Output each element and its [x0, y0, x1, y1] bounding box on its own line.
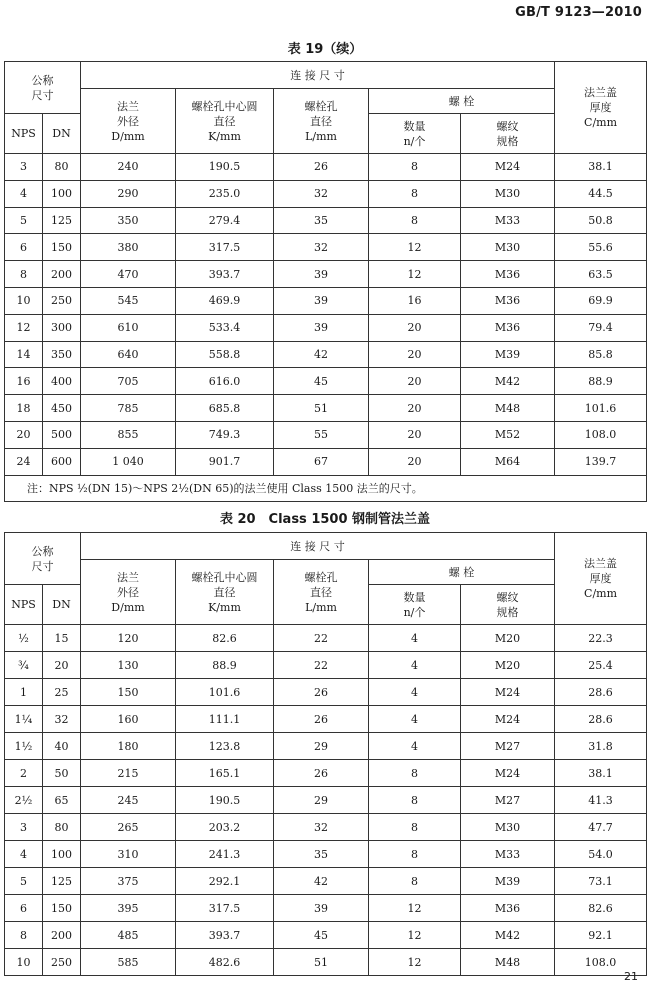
table-cell: 1 — [5, 679, 43, 706]
table-cell: 558.8 — [176, 341, 274, 368]
table-cell: 2½ — [5, 787, 43, 814]
table-cell: 290 — [81, 180, 176, 207]
table-cell: 26 — [274, 760, 369, 787]
table-cell: 393.7 — [176, 922, 274, 949]
table-cell: 190.5 — [176, 787, 274, 814]
head-bolt-circle: 螺栓孔中心圆 直径 K/mm — [176, 89, 274, 154]
table-cell: 12 — [369, 261, 461, 288]
table-cell: 101.6 — [555, 395, 647, 422]
table-cell: 8 — [369, 841, 461, 868]
head-connection: 连 接 尺 寸 — [81, 62, 555, 89]
table-cell: 40 — [43, 733, 81, 760]
table-cell: 26 — [274, 679, 369, 706]
table-cell: 180 — [81, 733, 176, 760]
head-connection: 连 接 尺 寸 — [81, 533, 555, 560]
table-cell: 20 — [5, 421, 43, 448]
table-cell: 130 — [81, 652, 176, 679]
head-flange-od: 法兰 外径 D/mm — [81, 560, 176, 625]
table-cell: 395 — [81, 895, 176, 922]
table-cell: 125 — [43, 868, 81, 895]
table-cell: 12 — [369, 949, 461, 976]
table-cell: 73.1 — [555, 868, 647, 895]
table-cell: 4 — [369, 706, 461, 733]
table-cell: 200 — [43, 922, 81, 949]
table-cell: 8 — [5, 922, 43, 949]
table-cell: 4 — [5, 841, 43, 868]
standard-code: GB/T 9123—2010 — [515, 5, 642, 20]
table-20 — [4, 532, 647, 976]
head-bolt: 螺 栓 — [369, 89, 555, 114]
table-cell: M36 — [461, 287, 555, 314]
table-cell: 65 — [43, 787, 81, 814]
table-cell: 279.4 — [176, 207, 274, 234]
table-cell: M42 — [461, 368, 555, 395]
table-cell: M36 — [461, 314, 555, 341]
table-cell: M33 — [461, 207, 555, 234]
table-row — [5, 787, 647, 814]
table-cell: M36 — [461, 261, 555, 288]
table-cell: 450 — [43, 395, 81, 422]
table-cell: 150 — [43, 895, 81, 922]
table-cell: 300 — [43, 314, 81, 341]
table-cell: 85.8 — [555, 341, 647, 368]
table-row — [5, 448, 647, 475]
table-cell: 80 — [43, 814, 81, 841]
table-cell: 203.2 — [176, 814, 274, 841]
head-bolt-thread: 螺纹 规格 — [461, 585, 555, 625]
table-cell: 32 — [43, 706, 81, 733]
table-cell: 250 — [43, 287, 81, 314]
table-cell: 38.1 — [555, 154, 647, 181]
table-20-body — [5, 625, 647, 976]
head-flange-od: 法兰 外径 D/mm — [81, 89, 176, 154]
table-cell: 20 — [369, 448, 461, 475]
table-cell: 12 — [369, 234, 461, 261]
table-cell: 32 — [274, 234, 369, 261]
table-cell: 32 — [274, 814, 369, 841]
table-cell: 39 — [274, 261, 369, 288]
table-cell: 3 — [5, 814, 43, 841]
table-cell: 42 — [274, 868, 369, 895]
table-row — [5, 706, 647, 733]
head-nps: NPS — [5, 585, 43, 625]
table-cell: 20 — [43, 652, 81, 679]
table-cell: 8 — [369, 787, 461, 814]
table-cell: 160 — [81, 706, 176, 733]
table-cell: 150 — [43, 234, 81, 261]
table-cell: 190.5 — [176, 154, 274, 181]
head-bolt-thread: 螺纹 规格 — [461, 114, 555, 154]
head-bolt-qty: 数量 n/个 — [369, 114, 461, 154]
table-cell: 500 — [43, 421, 81, 448]
table-cell: 35 — [274, 841, 369, 868]
table-cell: 5 — [5, 868, 43, 895]
table-cell: 39 — [274, 895, 369, 922]
table-cell: 29 — [274, 787, 369, 814]
table-cell: 54.0 — [555, 841, 647, 868]
table-cell: 35 — [274, 207, 369, 234]
table-cell: 16 — [369, 287, 461, 314]
table-cell: 4 — [369, 733, 461, 760]
table-cell: M64 — [461, 448, 555, 475]
table-cell: 585 — [81, 949, 176, 976]
table-cell: 69.9 — [555, 287, 647, 314]
table-cell: 25.4 — [555, 652, 647, 679]
table-cell: M39 — [461, 341, 555, 368]
table-row — [5, 154, 647, 181]
table-cell: 245 — [81, 787, 176, 814]
table-cell: 15 — [43, 625, 81, 652]
table-cell: 292.1 — [176, 868, 274, 895]
table-cell: 200 — [43, 261, 81, 288]
table-cell: 400 — [43, 368, 81, 395]
table-cell: 4 — [369, 625, 461, 652]
table-cell: 616.0 — [176, 368, 274, 395]
table-cell: 47.7 — [555, 814, 647, 841]
table-cell: 749.3 — [176, 421, 274, 448]
table-cell: M27 — [461, 787, 555, 814]
table-cell: 22 — [274, 625, 369, 652]
table-row — [5, 421, 647, 448]
table-row — [5, 625, 647, 652]
table-cell: 28.6 — [555, 679, 647, 706]
table-cell: M20 — [461, 625, 555, 652]
table-cell: 67 — [274, 448, 369, 475]
table-cell: 855 — [81, 421, 176, 448]
table-cell: M24 — [461, 760, 555, 787]
table-cell: 14 — [5, 341, 43, 368]
table-cell: 600 — [43, 448, 81, 475]
table-cell: 32 — [274, 180, 369, 207]
table-cell: 350 — [81, 207, 176, 234]
head-nominal-size: 公称 尺寸 — [5, 62, 81, 114]
table-row — [5, 368, 647, 395]
table-row — [5, 314, 647, 341]
table-cell: ¾ — [5, 652, 43, 679]
table-cell: 482.6 — [176, 949, 274, 976]
head-dn: DN — [43, 114, 81, 154]
table-cell: 55.6 — [555, 234, 647, 261]
table-row — [5, 733, 647, 760]
table-cell: 265 — [81, 814, 176, 841]
table-cell: 44.5 — [555, 180, 647, 207]
table-cell: 4 — [5, 180, 43, 207]
table-row — [5, 949, 647, 976]
table-row — [5, 679, 647, 706]
table-cell: 100 — [43, 180, 81, 207]
head-thickness: 法兰盖 厚度 C/mm — [555, 62, 647, 154]
table-cell: 4 — [369, 679, 461, 706]
table-cell: 685.8 — [176, 395, 274, 422]
table-cell: 533.4 — [176, 314, 274, 341]
table-cell: 235.0 — [176, 180, 274, 207]
table-cell: 3 — [5, 154, 43, 181]
table-cell: 901.7 — [176, 448, 274, 475]
table-cell: ½ — [5, 625, 43, 652]
table-19-note: 注：NPS ½(DN 15)～NPS 2½(DN 65)的法兰使用 Class 1500 法兰的尺寸。 — [5, 475, 647, 501]
table-cell: 10 — [5, 287, 43, 314]
table-cell: 393.7 — [176, 261, 274, 288]
table-19-body — [5, 154, 647, 476]
table-cell: 317.5 — [176, 234, 274, 261]
table-cell: M24 — [461, 154, 555, 181]
table-cell: 45 — [274, 922, 369, 949]
table-19-head — [5, 62, 647, 154]
table-row — [5, 341, 647, 368]
table-cell: 20 — [369, 341, 461, 368]
table-cell: 8 — [5, 261, 43, 288]
table-cell: 6 — [5, 234, 43, 261]
table-cell: 150 — [81, 679, 176, 706]
table-cell: 310 — [81, 841, 176, 868]
table-cell: 8 — [369, 180, 461, 207]
table-cell: 20 — [369, 395, 461, 422]
table-cell: 51 — [274, 949, 369, 976]
table-cell: M52 — [461, 421, 555, 448]
table-cell: M24 — [461, 679, 555, 706]
table-cell: M30 — [461, 814, 555, 841]
head-bolt-circle: 螺栓孔中心圆 直径 K/mm — [176, 560, 274, 625]
table-cell: 22 — [274, 652, 369, 679]
table-cell: 12 — [369, 922, 461, 949]
table-row — [5, 234, 647, 261]
table-cell: 240 — [81, 154, 176, 181]
table-cell: 39 — [274, 314, 369, 341]
table-row — [5, 261, 647, 288]
table-cell: M20 — [461, 652, 555, 679]
table-cell: 4 — [369, 652, 461, 679]
table-cell: 50.8 — [555, 207, 647, 234]
table-cell: 50 — [43, 760, 81, 787]
head-bolt-hole: 螺栓孔 直径 L/mm — [274, 89, 369, 154]
table-19-caption: 表 19（续） — [287, 42, 363, 57]
table-cell: 6 — [5, 895, 43, 922]
table-cell: M42 — [461, 922, 555, 949]
table-cell: 26 — [274, 154, 369, 181]
table-cell: 469.9 — [176, 287, 274, 314]
table-cell: 63.5 — [555, 261, 647, 288]
table-20-head — [5, 533, 647, 625]
table-cell: 380 — [81, 234, 176, 261]
table-cell: 79.4 — [555, 314, 647, 341]
table-cell: 8 — [369, 207, 461, 234]
table-cell: 38.1 — [555, 760, 647, 787]
table-cell: 20 — [369, 368, 461, 395]
table-cell: 705 — [81, 368, 176, 395]
table-row — [5, 868, 647, 895]
table-cell: M30 — [461, 234, 555, 261]
table-cell: 92.1 — [555, 922, 647, 949]
table-cell: 100 — [43, 841, 81, 868]
table-cell: 1½ — [5, 733, 43, 760]
table-cell: M24 — [461, 706, 555, 733]
table-cell: 18 — [5, 395, 43, 422]
table-cell: 545 — [81, 287, 176, 314]
page-number: 21 — [624, 970, 638, 983]
table-cell: 82.6 — [176, 625, 274, 652]
table-cell: 8 — [369, 814, 461, 841]
table-cell: 1¼ — [5, 706, 43, 733]
head-nominal-size: 公称 尺寸 — [5, 533, 81, 585]
head-thickness: 法兰盖 厚度 C/mm — [555, 533, 647, 625]
table-cell: 28.6 — [555, 706, 647, 733]
table-cell: 108.0 — [555, 949, 647, 976]
table-cell: 45 — [274, 368, 369, 395]
table-19 — [4, 61, 647, 502]
table-cell: 39 — [274, 287, 369, 314]
table-row — [5, 395, 647, 422]
table-cell: 375 — [81, 868, 176, 895]
table-cell: 26 — [274, 706, 369, 733]
table-cell: 16 — [5, 368, 43, 395]
table-cell: 1 040 — [81, 448, 176, 475]
table-row — [5, 841, 647, 868]
table-cell: 80 — [43, 154, 81, 181]
table-cell: M33 — [461, 841, 555, 868]
table-cell: 8 — [369, 868, 461, 895]
table-cell: 29 — [274, 733, 369, 760]
table-cell: M27 — [461, 733, 555, 760]
table-row — [5, 760, 647, 787]
table-cell: M36 — [461, 895, 555, 922]
table-cell: 82.6 — [555, 895, 647, 922]
table-cell: 88.9 — [176, 652, 274, 679]
table-cell: 165.1 — [176, 760, 274, 787]
table-cell: 2 — [5, 760, 43, 787]
table-cell: M39 — [461, 868, 555, 895]
table-cell: 485 — [81, 922, 176, 949]
table-cell: 101.6 — [176, 679, 274, 706]
table-cell: 8 — [369, 760, 461, 787]
table-cell: 12 — [5, 314, 43, 341]
table-cell: 120 — [81, 625, 176, 652]
table-cell: 123.8 — [176, 733, 274, 760]
table-cell: 42 — [274, 341, 369, 368]
table-row — [5, 180, 647, 207]
table-cell: 470 — [81, 261, 176, 288]
table-20-caption: 表 20 Class 1500 钢制管法兰盖 — [219, 512, 431, 527]
table-cell: 215 — [81, 760, 176, 787]
table-cell: M30 — [461, 180, 555, 207]
head-nps: NPS — [5, 114, 43, 154]
table-cell: 20 — [369, 421, 461, 448]
head-bolt: 螺 栓 — [369, 560, 555, 585]
table-cell: 350 — [43, 341, 81, 368]
table-cell: 108.0 — [555, 421, 647, 448]
table-cell: 785 — [81, 395, 176, 422]
table-cell: 41.3 — [555, 787, 647, 814]
table-cell: 317.5 — [176, 895, 274, 922]
table-cell: 125 — [43, 207, 81, 234]
table-cell: 139.7 — [555, 448, 647, 475]
table-cell: 22.3 — [555, 625, 647, 652]
table-cell: 250 — [43, 949, 81, 976]
table-cell: 12 — [369, 895, 461, 922]
head-bolt-hole: 螺栓孔 直径 L/mm — [274, 560, 369, 625]
table-cell: 88.9 — [555, 368, 647, 395]
table-cell: 10 — [5, 949, 43, 976]
table-row — [5, 922, 647, 949]
table-cell: 640 — [81, 341, 176, 368]
table-row — [5, 814, 647, 841]
head-dn: DN — [43, 585, 81, 625]
table-cell: 24 — [5, 448, 43, 475]
table-row — [5, 207, 647, 234]
table-cell: 8 — [369, 154, 461, 181]
table-cell: 111.1 — [176, 706, 274, 733]
table-cell: 31.8 — [555, 733, 647, 760]
table-cell: 610 — [81, 314, 176, 341]
table-cell: M48 — [461, 395, 555, 422]
table-cell: 20 — [369, 314, 461, 341]
table-cell: M48 — [461, 949, 555, 976]
table-row — [5, 287, 647, 314]
table-cell: 55 — [274, 421, 369, 448]
table-row — [5, 895, 647, 922]
head-bolt-qty: 数量 n/个 — [369, 585, 461, 625]
table-cell: 5 — [5, 207, 43, 234]
table-cell: 51 — [274, 395, 369, 422]
table-cell: 25 — [43, 679, 81, 706]
table-cell: 241.3 — [176, 841, 274, 868]
table-row — [5, 652, 647, 679]
